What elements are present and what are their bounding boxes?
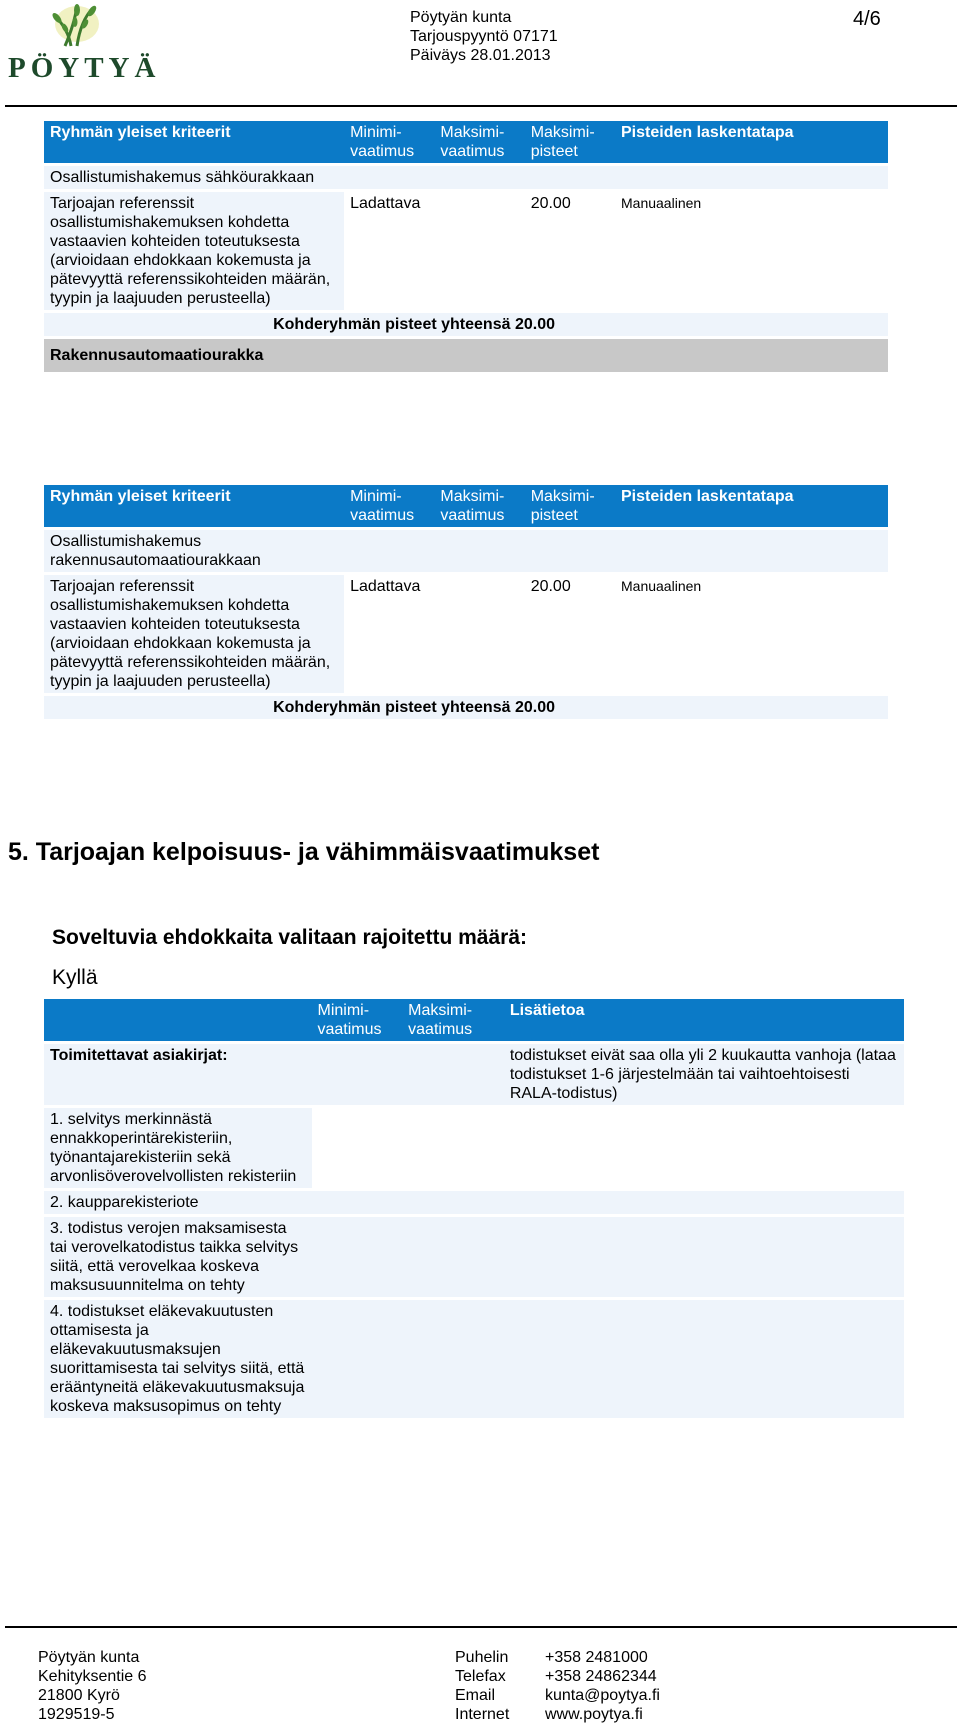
footer-address [38, 1648, 147, 1724]
page-number: 4/6 [853, 8, 881, 30]
total-cell [44, 313, 615, 336]
group-title: Osallistumishakemus sähköurakkaan [44, 166, 344, 189]
col-min-l1: Minimi- [350, 124, 402, 141]
col-criteria: Ryhmän yleiset kriteerit [44, 121, 344, 163]
criteria-table-2 [44, 482, 888, 722]
req-col-info: Lisätietoa [504, 999, 904, 1041]
doc-item-3: 3. todistus verojen maksamisesta tai verovelkatodistus taikka selvitys siitä, että verovelkaa koskeva maksusuunnitelma on tehty [44, 1217, 312, 1297]
footer-website-link[interactable]: www.poytya.fi [545, 1706, 643, 1723]
requirements-table [44, 996, 904, 1421]
criterion-row [44, 575, 888, 693]
criterion-text: Tarjoajan referenssit osallistumishakemuksen kohdetta vastaavien kohteiden toteutuksesta (arvioidaan ehdokkaan kokemusta ja pätevyyttä referenssikohteiden määrän, tyypin ja laajuuden perusteella) [44, 192, 344, 310]
footer-phone: +358 2481000 [545, 1649, 648, 1666]
table-header-row [44, 485, 888, 527]
group-banner: Rakennusautomaatiourakka [44, 339, 888, 372]
col-maxpts-l1: Maksimi- [530, 488, 595, 505]
footer-id: 1929519-5 [38, 1706, 115, 1723]
header-org: Pöytyän kunta [410, 9, 512, 26]
col-max-l1: Maksimi- [440, 488, 505, 505]
section-title: 5. Tarjoajan kelpoisuus- ja vähimmäisvaatimukset [8, 838, 600, 866]
footer-label-phone: Puhelin [455, 1649, 509, 1666]
col-criteria: Ryhmän yleiset kriteerit [44, 485, 344, 527]
docs-info: todistukset eivät saa olla yli 2 kuukautta vanhoja (lataa todistukset 1-6 järjestelmään tai vaihtoehtoisesti RALA-todistus) [504, 1044, 904, 1105]
footer-email-link[interactable]: kunta@poytya.fi [545, 1687, 660, 1704]
docs-label: Toimitettavat asiakirjat: [44, 1044, 312, 1105]
req-col-max-l1: Maksimi- [408, 1002, 473, 1019]
header-divider [5, 105, 957, 107]
col-min-l1: Minimi- [350, 488, 402, 505]
col-min-l2: vaatimus [350, 507, 415, 524]
doc-item-4: 4. todistukset eläkevakuutusten ottamisesta ja eläkevakuutusmaksujen suorittamisesta tai selvitys siitä, että erääntyneitä eläkevakuutusmaksuja koskeva maksusopimus on tehty [44, 1300, 312, 1418]
footer-label-email: Email [455, 1687, 496, 1704]
total-row [44, 313, 888, 336]
header-info [410, 8, 558, 65]
col-maxpts-l1: Maksimi- [530, 124, 595, 141]
group-title-row [44, 530, 888, 572]
list-item [44, 1191, 904, 1214]
col-maxpts-l2: pisteet [530, 507, 578, 524]
group-title: Osallistumishakemus rakennusautomaatiourakkaan [44, 530, 344, 572]
doc-item-1: 1. selvitys merkinnästä ennakkoperintärekisteriin, työnantajarekisteriin sekä arvonlisöverovelvollisten rekisteriin [44, 1108, 312, 1188]
col-max-l2: vaatimus [440, 507, 505, 524]
table-header-row [44, 121, 888, 163]
section-answer: Kyllä [52, 966, 98, 989]
criterion-row [44, 192, 888, 310]
total-value: 20.00 [514, 316, 555, 333]
criterion-text: Tarjoajan referenssit osallistumishakemuksen kohdetta vastaavien kohteiden toteutuksesta (arvioidaan ehdokkaan kokemusta ja pätevyyttä referenssikohteiden määrän, tyypin ja laajuuden perusteella) [44, 575, 344, 693]
col-method: Pisteiden laskentatapa [615, 485, 888, 527]
col-min-l2: vaatimus [350, 143, 415, 160]
col-maxpts [525, 485, 615, 527]
footer-label-internet: Internet [455, 1706, 510, 1723]
criterion-maxpts: 20.00 [530, 195, 571, 212]
req-col-min [312, 999, 403, 1041]
total-label: Kohderyhmän pisteet yhteensä [273, 316, 511, 333]
logo-text: PÖYTYÄ [8, 52, 161, 84]
col-max [434, 121, 524, 163]
footer-city: 21800 Kyrö [38, 1687, 120, 1704]
col-max-l2: vaatimus [440, 143, 505, 160]
header-tender: Tarjouspyyntö 07171 [410, 28, 558, 45]
req-header-row [44, 999, 904, 1041]
criteria-table-1 [44, 118, 888, 375]
total-cell [44, 696, 615, 719]
footer-contact-values [545, 1648, 660, 1724]
total-label: Kohderyhmän pisteet yhteensä [273, 699, 511, 716]
col-min [344, 485, 434, 527]
doc-item-2: 2. kaupparekisteriote [44, 1191, 312, 1214]
footer-contact-labels [455, 1648, 509, 1724]
wheat-logo-icon [5, 2, 170, 54]
col-max [434, 485, 524, 527]
list-item [44, 1217, 904, 1297]
list-item [44, 1300, 904, 1418]
col-method: Pisteiden laskentatapa [615, 121, 888, 163]
footer-street: Kehityksentie 6 [38, 1668, 147, 1685]
list-item [44, 1108, 904, 1188]
footer-fax: +358 24862344 [545, 1668, 657, 1685]
col-max-l1: Maksimi- [440, 124, 505, 141]
criterion-min: Ladattava [350, 195, 421, 212]
criterion-method: Manuaalinen [621, 578, 702, 594]
poytya-logo [5, 2, 170, 84]
footer-divider [5, 1626, 957, 1628]
col-maxpts [525, 121, 615, 163]
col-maxpts-l2: pisteet [530, 143, 578, 160]
req-col-min-l1: Minimi- [317, 1002, 370, 1019]
section-subtitle: Soveltuvia ehdokkaita valitaan rajoitettu määrä: [52, 926, 528, 949]
criterion-method: Manuaalinen [621, 195, 702, 211]
group-title-row [44, 166, 888, 189]
criterion-min: Ladattava [350, 578, 421, 595]
col-min [344, 121, 434, 163]
footer-label-fax: Telefax [455, 1668, 506, 1685]
header-date: Päiväys 28.01.2013 [410, 47, 551, 64]
total-value: 20.00 [514, 699, 555, 716]
req-col-max [402, 999, 504, 1041]
total-row [44, 696, 888, 719]
footer-org: Pöytyän kunta [38, 1649, 140, 1666]
req-col-min-l2: vaatimus [317, 1021, 382, 1038]
group-banner-row [44, 339, 888, 372]
req-col-max-l2: vaatimus [408, 1021, 473, 1038]
docs-row [44, 1044, 904, 1105]
criterion-maxpts: 20.00 [530, 578, 571, 595]
